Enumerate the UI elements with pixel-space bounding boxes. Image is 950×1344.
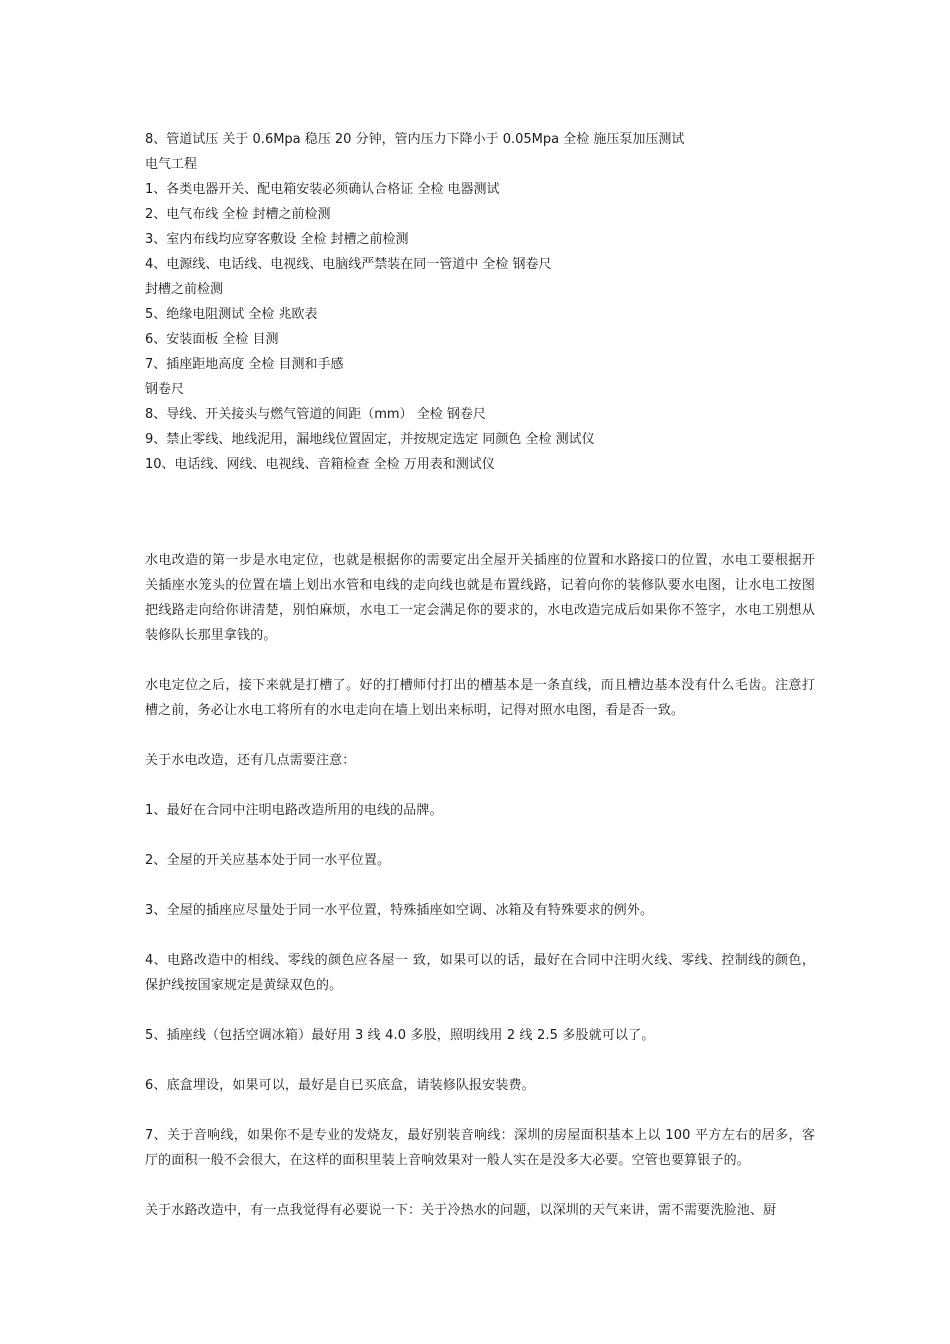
section-heading-electrical: 电气工程	[145, 157, 198, 172]
checklist-line: 10、电话线、网线、电视线、音箱检查 全检 万用表和测试仪	[145, 457, 495, 472]
checklist-line: 封槽之前检测	[145, 282, 224, 297]
article-paragraph: 4、电路改造中的相线、零线的颜色应各屋一 致，如果可以的话，最好在合同中注明火线、零线、控制线的颜色，保护线按国家规定是黄绿双色的。	[145, 953, 815, 993]
article-paragraph: 5、插座线（包括空调冰箱）最好用 3 线 4.0 多股，照明线用 2 线 2.5 多股就可以了。	[145, 1028, 655, 1043]
checklist-line: 9、禁止零线、地线泥用，漏地线位置固定，并按规定选定 同颜色 全检 测试仪	[145, 432, 595, 447]
checklist-line: 3、室内布线均应穿客敷设 全检 封槽之前检测	[145, 232, 409, 247]
checklist-line: 2、电气布线 全检 封槽之前检测	[145, 207, 331, 222]
checklist-line: 5、绝缘电阻测试 全检 兆欧表	[145, 307, 318, 322]
article-paragraph: 3、全屋的插座应尽量处于同一水平位置，特殊插座如空调、冰箱及有特殊要求的例外。	[145, 903, 654, 918]
article-paragraph: 6、底盒埋设，如果可以，最好是自已买底盒，请装修队报安装费。	[145, 1078, 535, 1093]
checklist-line: 钢卷尺	[145, 382, 185, 397]
checklist-line: 7、插座距地高度 全检 目测和手感	[145, 357, 344, 372]
article-paragraph: 关于水电改造，还有几点需要注意：	[145, 753, 356, 768]
article-paragraph: 2、全屋的开关应基本处于同一水平位置。	[145, 853, 391, 868]
article-paragraph: 1、最好在合同中注明电路改造所用的电线的品牌。	[145, 803, 443, 818]
article-paragraph: 水电定位之后，接下来就是打槽了。好的打槽师付打出的槽基本是一条直线，而且槽边基本没有什么毛齿。注意打槽之前，务必让水电工将所有的水电走向在墙上划出来标明，记得对照水电图，看是否一致。	[145, 678, 815, 718]
checklist-line: 8、管道试压 关于 0.6Mpa 稳压 20 分钟，管内压力下降小于 0.05Mpa 全检 施压泵加压测试	[145, 132, 685, 147]
article-body	[145, 548, 815, 1248]
checklist-line: 8、导线、开关接头与燃气管道的间距（mm） 全检 钢卷尺	[145, 407, 486, 422]
checklist-line: 4、电源线、电话线、电视线、电脑线严禁装在同一管道中 全检 钢卷尺	[145, 257, 552, 272]
inspection-checklist	[145, 127, 825, 477]
checklist-line: 1、各类电器开关、配电箱安装必须确认合格证 全检 电器测试	[145, 182, 500, 197]
article-paragraph: 7、关于音响线，如果你不是专业的发烧友，最好别装音响线：深圳的房屋面积基本上以 100 平方左右的居多，客厅的面积一般不会很大，在这样的面积里装上音响效果对一般人实在是没多大必要。空管也要算银子的。	[145, 1128, 815, 1168]
checklist-line: 6、安装面板 全检 目测	[145, 332, 279, 347]
article-paragraph: 水电改造的第一步是水电定位，也就是根据你的需要定出全屋开关插座的位置和水路接口的位置，水电工要根据开关插座水笼头的位置在墙上划出水管和电线的走向线也就是布置线路，记着向你的装修队要水电图，让水电工按图把线路走向给你讲清楚，别怕麻烦，水电工一定会满足你的要求的，水电改造完成后如果你不签字，水电工别想从装修队长那里拿钱的。	[145, 553, 815, 643]
article-paragraph: 关于水路改造中，有一点我觉得有必要说一下：关于冷热水的问题，以深圳的天气来讲，需不需要洗脸池、厨	[145, 1203, 777, 1218]
